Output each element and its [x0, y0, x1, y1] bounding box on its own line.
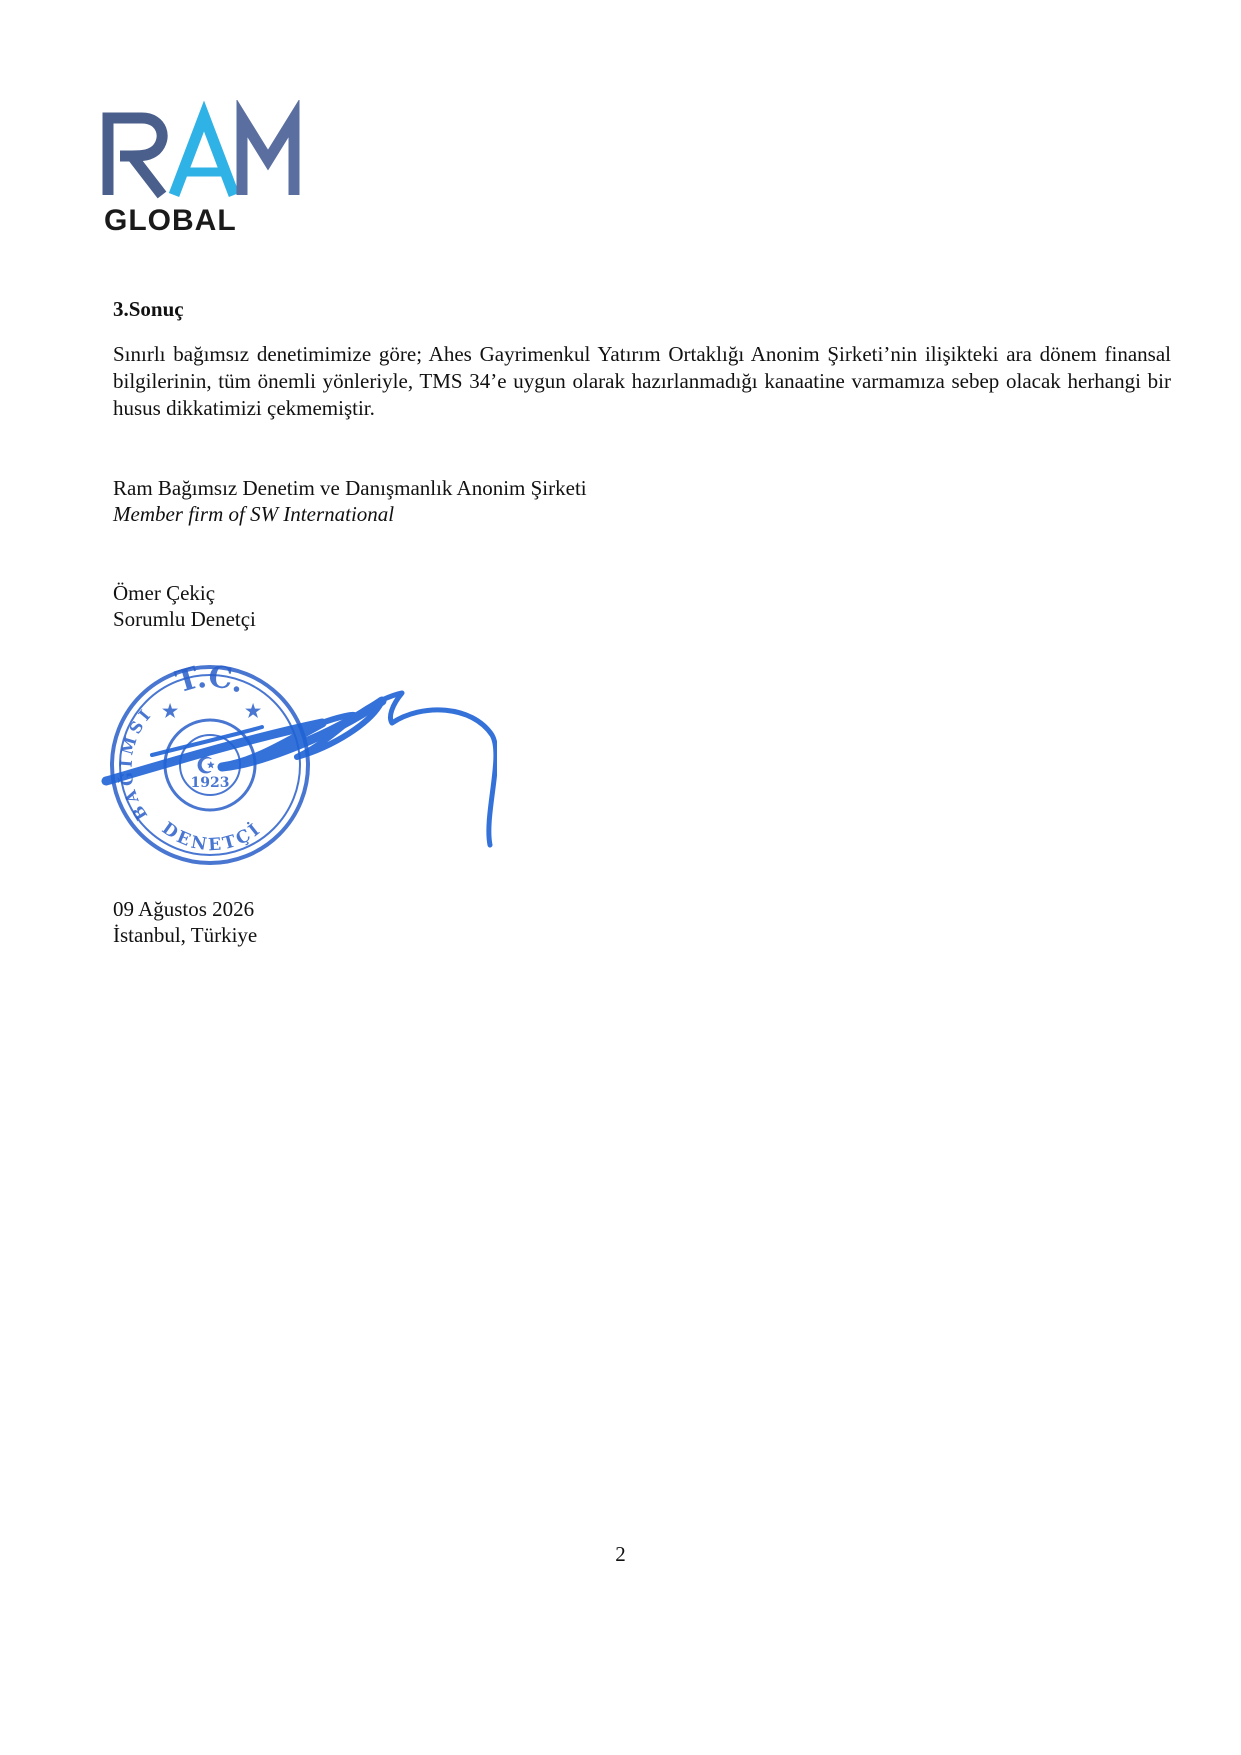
ram-global-logo: [102, 100, 342, 235]
ram-global-logo-mark: [102, 100, 342, 235]
stamp-and-signature: [92, 645, 497, 875]
firm-block: [113, 475, 587, 527]
firm-name: Ram Bağımsız Denetim ve Danışmanlık Anonim Şirketi: [113, 476, 587, 500]
stamp-bottom-text: DENETÇİ: [157, 818, 266, 856]
stamp-crescent-star-icon: ☪: [196, 753, 216, 779]
logo-letter-a: [174, 116, 234, 195]
official-stamp: [92, 645, 497, 875]
auditor-name: Ömer Çekiç: [113, 581, 216, 605]
report-place: İstanbul, Türkiye: [113, 923, 258, 947]
svg-text:DENETÇİ: [158, 818, 266, 856]
auditor-block: [113, 580, 256, 632]
page-number: 2: [615, 1542, 626, 1566]
stamp-year: 1923: [190, 775, 230, 791]
date-place-block: [113, 896, 257, 948]
logo-letter-r: [108, 118, 162, 195]
stamp-star-right-icon: ★: [245, 701, 262, 722]
section-heading: 3.Sonuç: [113, 297, 184, 321]
stamp-left-text: BAĞIMSI: [116, 703, 157, 824]
svg-text:BAĞIMSIZ: [92, 645, 157, 824]
stamp-star-left-icon: ★: [162, 701, 179, 722]
member-firm-line: Member firm of SW International: [113, 502, 395, 526]
conclusion-paragraph: Sınırlı bağımsız denetimimize göre; Ahes Gayrimenkul Yatırım Ortaklığı Anonim Şirketi’nin ilişikteki ara dönem finansal bilgilerinin, tüm önemli yönleriyle, TMS 34’e uygun olarak hazırlanmadığı kanaatine varmamıza sebep olacak herhangi bir husus dikkatimizi çekmemiştir.: [113, 342, 1171, 420]
logo-letter-m: [242, 118, 294, 195]
stamp-top-text: T.C.: [171, 659, 250, 701]
svg-text:T.C.: [172, 659, 250, 700]
auditor-title: Sorumlu Denetçi: [113, 607, 256, 631]
logo-subtitle: GLOBAL: [104, 204, 237, 235]
report-date: 09 Ağustos 2026: [113, 897, 255, 921]
